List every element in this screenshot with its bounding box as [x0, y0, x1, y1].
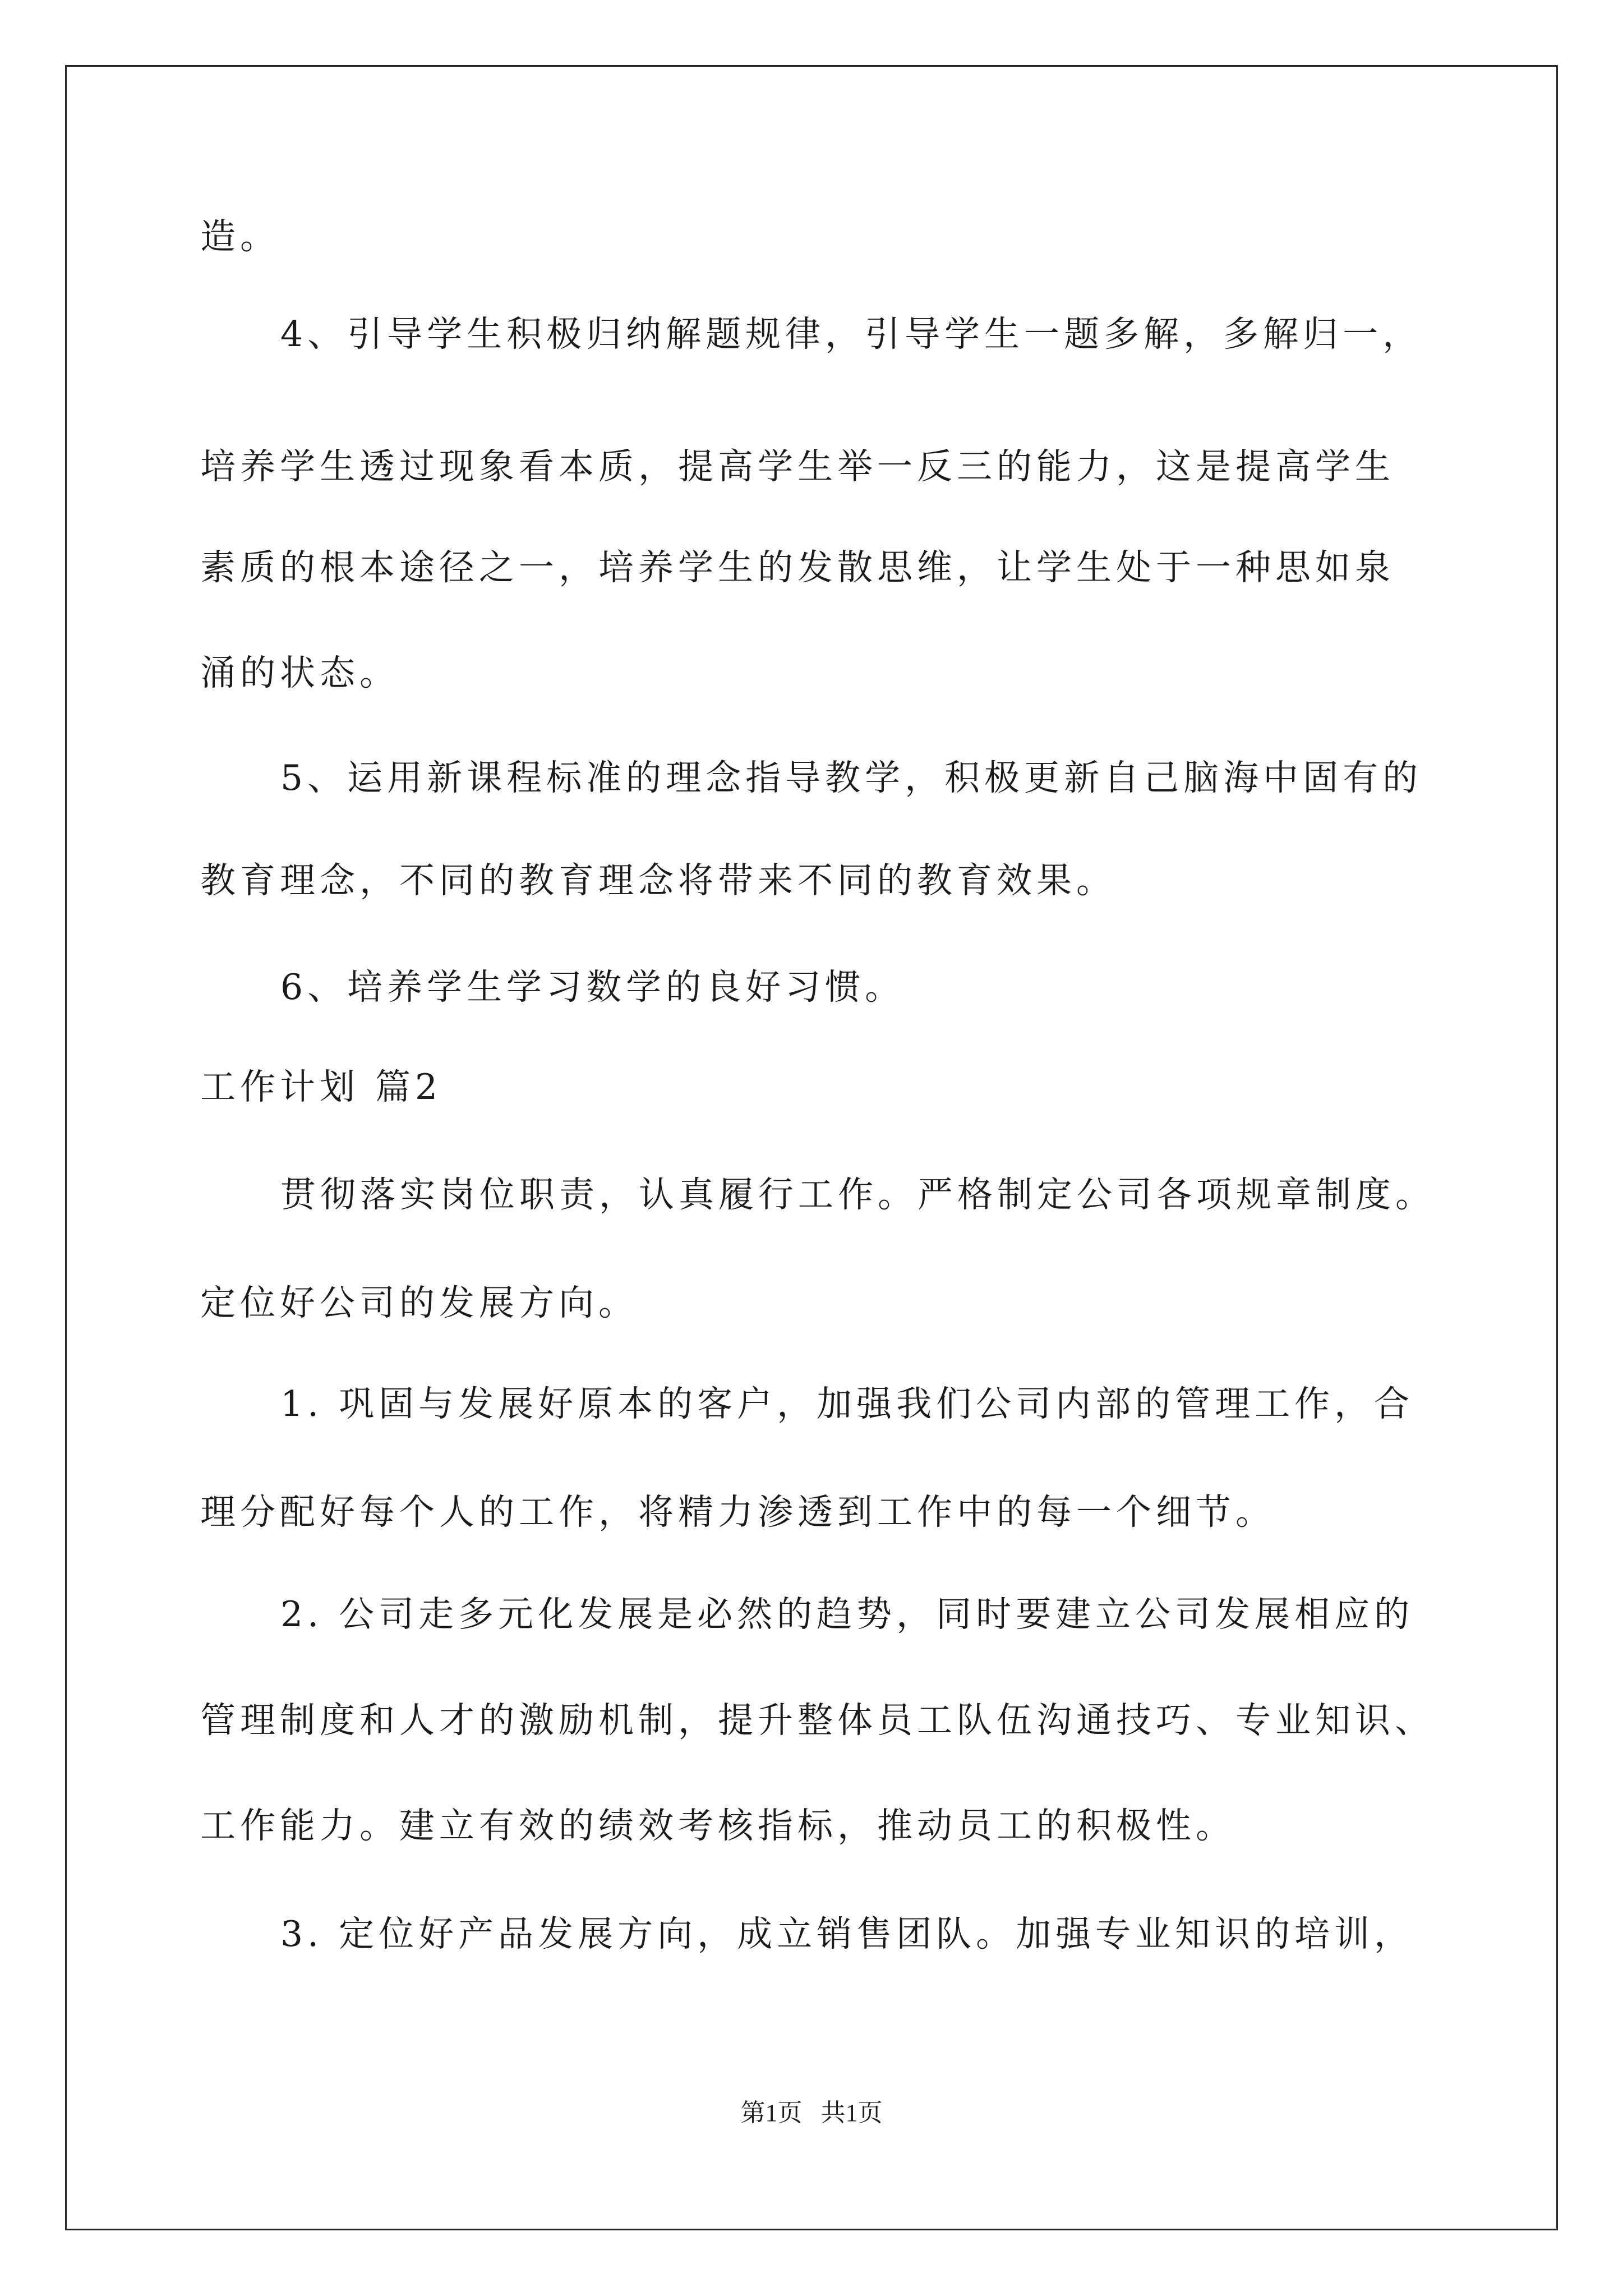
text-line: 2. 公司走多元化发展是必然的趋势，同时要建立公司发展相应的: [280, 1594, 1414, 1635]
text-line: 素质的根本途径之一，培养学生的发散思维，让学生处于一种思如泉: [200, 547, 1395, 588]
text-line: 造。: [200, 216, 280, 257]
page-border: [65, 65, 1558, 2230]
text-line: 定位好公司的发展方向。: [200, 1282, 638, 1323]
text-line: 工作能力。建立有效的绩效考核指标，推动员工的积极性。: [200, 1805, 1235, 1846]
text-line: 教育理念，不同的教育理念将带来不同的教育效果。: [200, 860, 1116, 901]
page-footer: 第1页 共1页: [740, 2099, 883, 2127]
text-line: 理分配好每个人的工作，将精力渗透到工作中的每一个细节。: [200, 1492, 1275, 1533]
text-line: 培养学生透过现象看本质，提高学生举一反三的能力，这是提高学生: [200, 446, 1395, 487]
text-line: 贯彻落实岗位职责，认真履行工作。严格制定公司各项规章制度。: [280, 1174, 1435, 1215]
text-line: 6、培养学生学习数学的良好习惯。: [280, 967, 905, 1007]
text-line: 4、引导学生积极归纳解题规律，引导学生一题多解，多解归一，: [280, 314, 1423, 355]
text-line: 涌的状态。: [200, 652, 399, 693]
text-line: 5、运用新课程标准的理念指导教学，积极更新自己脑海中固有的: [280, 757, 1423, 798]
text-line: 3. 定位好产品发展方向，成立销售团队。加强专业知识的培训，: [280, 1913, 1414, 1954]
text-line: 管理制度和人才的激励机制，提升整体员工队伍沟通技巧、专业知识、: [200, 1700, 1435, 1741]
section-heading: 工作计划 篇2: [200, 1066, 442, 1107]
text-line: 1. 巩固与发展好原本的客户，加强我们公司内部的管理工作，合: [280, 1383, 1414, 1424]
